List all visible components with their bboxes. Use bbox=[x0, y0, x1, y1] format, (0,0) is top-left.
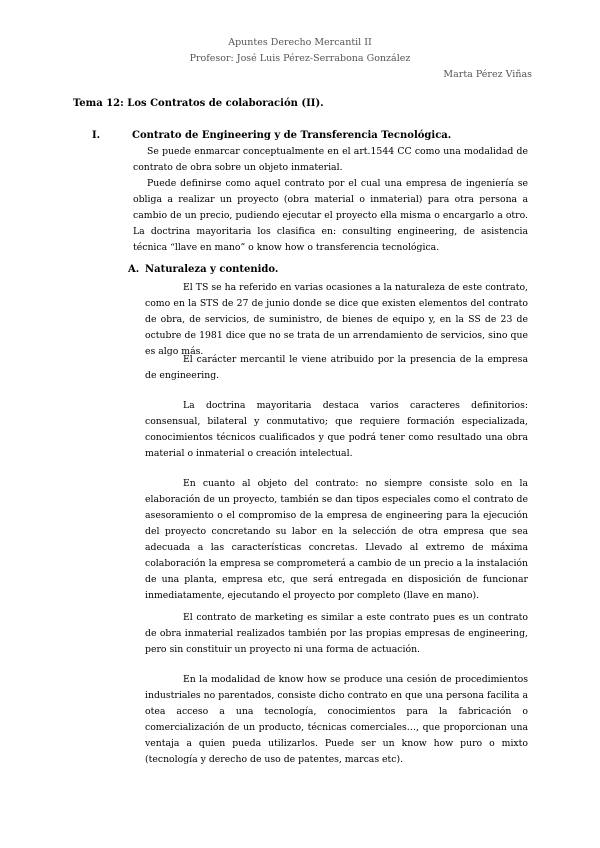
section-heading bbox=[92, 130, 451, 141]
section-title: Contrato de Engineering y de Transferencia Tecnológica. bbox=[132, 130, 452, 141]
subsection-paragraph-3: La doctrina mayoritaria destaca varios caracteres definitorios: consensual, bilateral y conmutativo; que requiere formación especializada, conocimientos técnicos cualificados y que podrá tener como resultado una obra material o inmaterial o creación intelectual. bbox=[145, 400, 528, 459]
subsection-heading bbox=[128, 264, 278, 275]
topic-heading: Tema 12: Los Contratos de colaboración (II). bbox=[73, 98, 324, 109]
section-number: I. bbox=[92, 130, 101, 141]
subsection-paragraph-5: El contrato de marketing es similar a este contrato pues es un contrato de obra inmaterial realizados también por las propias empresas de engineering, pero sin constituir un proyecto ni una forma de actuación. bbox=[145, 612, 528, 655]
subsection-paragraph-1: El TS se ha referido en varias ocasiones a la naturaleza de este contrato, como en la STS de 27 de junio donde se dice que existen elementos del contrato de obra, de servicios, de suministro, de bienes de equipo y, en la SS de 23 de octubre de 1981 dice que no se trata de un arrendamiento de servicios, sino que es algo más. bbox=[145, 282, 528, 357]
header-professor: Profesor: José Luis Pérez-Serrabona González bbox=[189, 53, 411, 64]
subsection-paragraph-2: El carácter mercantil le viene atribuido por la presencia de la empresa de engineering. bbox=[145, 354, 528, 381]
section-paragraph-2: Puede definirse como aquel contrato por el cual una empresa de ingeniería se obliga a realizar un proyecto (obra material o inmaterial) para otra persona a cambio de un precio, pudiendo ejecutar el proyecto ella misma o encargarlo a otro. La doctrina mayoritaria los clasifica en: consulting engineering, de asistencia técnica “llave en mano” o know how o transferencia tecnológica. bbox=[133, 178, 528, 253]
subsection-letter: A. bbox=[128, 264, 140, 275]
subsection-paragraph-6: En la modalidad de know how se produce una cesión de procedimientos industriales no parentados, consiste dicho contrato en que una persona facilita a otea acceso a una tecnología, conocimientos para la fabricación o comercialización de un producto, técnicas comerciales…, que proporcionan una ventaja a quien pueda utilizarlos. Puede ser un know how puro o mixto (tecnología y derecho de uso de patentes, marcas etc). bbox=[145, 674, 528, 765]
subsection-title: Naturaleza y contenido. bbox=[145, 264, 279, 275]
subsection-paragraph-4: En cuanto al objeto del contrato: no siempre consiste solo en la elaboración de un proyecto, también se dan tipos especiales como el contrato de asesoramiento o el compromiso de la empresa de engineering para la ejecución del proyecto concretando su labor en la selección de otra empresa que sea adecuada a las características concretas. Llevado al extremo de máxima colaboración la empresa se comprometerá a cambio de un precio a la instalación de una planta, empresa etc, que será entregada en disposición de funcionar inmediatamente, ejecutando el proyecto por completo (llave en mano). bbox=[145, 478, 528, 601]
header-author: Marta Pérez Viñas bbox=[443, 69, 532, 80]
section-paragraph-1: Se puede enmarcar conceptualmente en el art.1544 CC como una modalidad de contrato de obra sobre un objeto inmaterial. bbox=[133, 146, 528, 173]
header-title: Apuntes Derecho Mercantil II bbox=[228, 37, 372, 48]
